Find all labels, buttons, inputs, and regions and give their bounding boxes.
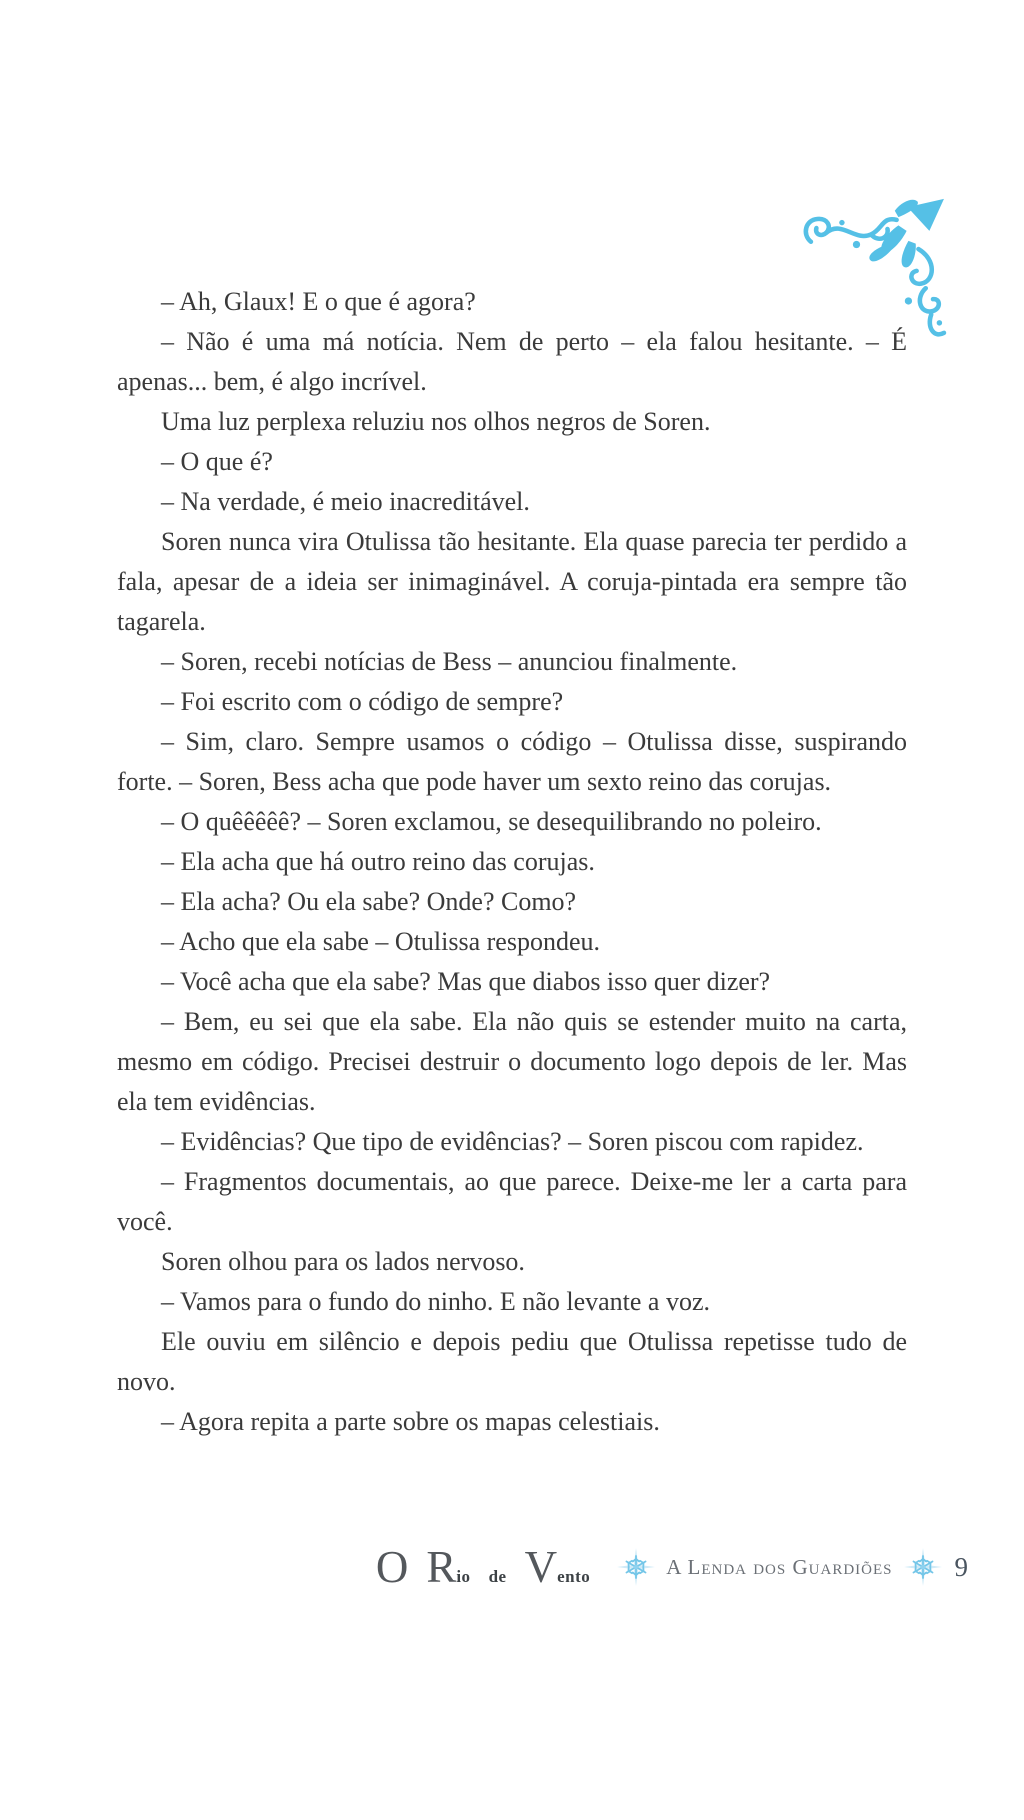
paragraph: – O quêêêêê? – Soren exclamou, se desequilibrando no poleiro. — [161, 807, 822, 836]
paragraph: – Ah, Glaux! E o que é agora? — [161, 287, 476, 316]
paragraph: – Ela acha que há outro reino das corujas. — [161, 847, 595, 876]
title-word — [375, 1541, 409, 1592]
paragraph: – Sim, claro. Sempre usamos o código – Otulissa disse, suspirando forte. – Soren, Bess acha que pode haver um sexto reino das corujas. — [117, 727, 907, 796]
paragraph: – O que é? — [161, 447, 273, 476]
snowflake-icon — [903, 1547, 943, 1587]
paragraph: – Bem, eu sei que ela sabe. Ela não quis se estender muito na carta, mesmo em código. Precisei destruir o documento logo depois de ler. Mas ela tem evidências. — [117, 1007, 907, 1116]
paragraph: – Fragmentos documentais, ao que parece. Deixe-me ler a carta para você. — [117, 1167, 907, 1236]
paragraph: – Na verdade, é meio inacreditável. — [161, 487, 530, 516]
paragraph: – Agora repita a parte sobre os mapas celestiais. — [161, 1407, 660, 1436]
title-small: ento — [557, 1566, 591, 1586]
paragraph: – Soren, recebi notícias de Bess – anunciou finalmente. — [161, 647, 738, 676]
title-cap: V — [524, 1541, 558, 1592]
paragraph: Soren olhou para os lados nervoso. — [161, 1247, 525, 1276]
title-cap: R — [426, 1541, 457, 1592]
title-word — [426, 1541, 471, 1592]
title-small: de — [488, 1566, 507, 1586]
page-number: 9 — [954, 1551, 968, 1582]
paragraph: Soren nunca vira Otulissa tão hesitante. Ela quase parecia ter perdido a fala, apesar de a ideia ser inimaginável. A coruja-pintada era sempre tão tagarela. — [117, 527, 907, 636]
title-cap: O — [375, 1541, 409, 1592]
book-title — [375, 1541, 591, 1592]
title-word — [524, 1541, 591, 1592]
paragraph: – Foi escrito com o código de sempre? — [161, 687, 564, 716]
paragraph: – Ela acha? Ou ela sabe? Onde? Como? — [161, 887, 577, 916]
title-word — [489, 1567, 507, 1587]
paragraph: – Você acha que ela sabe? Mas que diabos isso quer dizer? — [161, 967, 771, 996]
page-footer — [376, 1538, 968, 1596]
body-text — [117, 282, 907, 1442]
paragraph: – Não é uma má notícia. Nem de perto – ela falou hesitante. – É apenas... bem, é algo incrível. — [117, 327, 907, 396]
title-small: io — [456, 1566, 471, 1586]
paragraph: – Vamos para o fundo do ninho. E não levante a voz. — [161, 1287, 710, 1316]
snowflake-icon — [616, 1547, 656, 1587]
series-title: A Lenda dos Guardiões — [666, 1554, 893, 1579]
paragraph: – Acho que ela sabe – Otulissa respondeu. — [161, 927, 601, 956]
paragraph: Ele ouviu em silêncio e depois pediu que Otulissa repetisse tudo de novo. — [117, 1327, 907, 1396]
paragraph: – Evidências? Que tipo de evidências? – Soren piscou com rapidez. — [161, 1127, 864, 1156]
paragraph: Uma luz perplexa reluziu nos olhos negros de Soren. — [161, 407, 711, 436]
